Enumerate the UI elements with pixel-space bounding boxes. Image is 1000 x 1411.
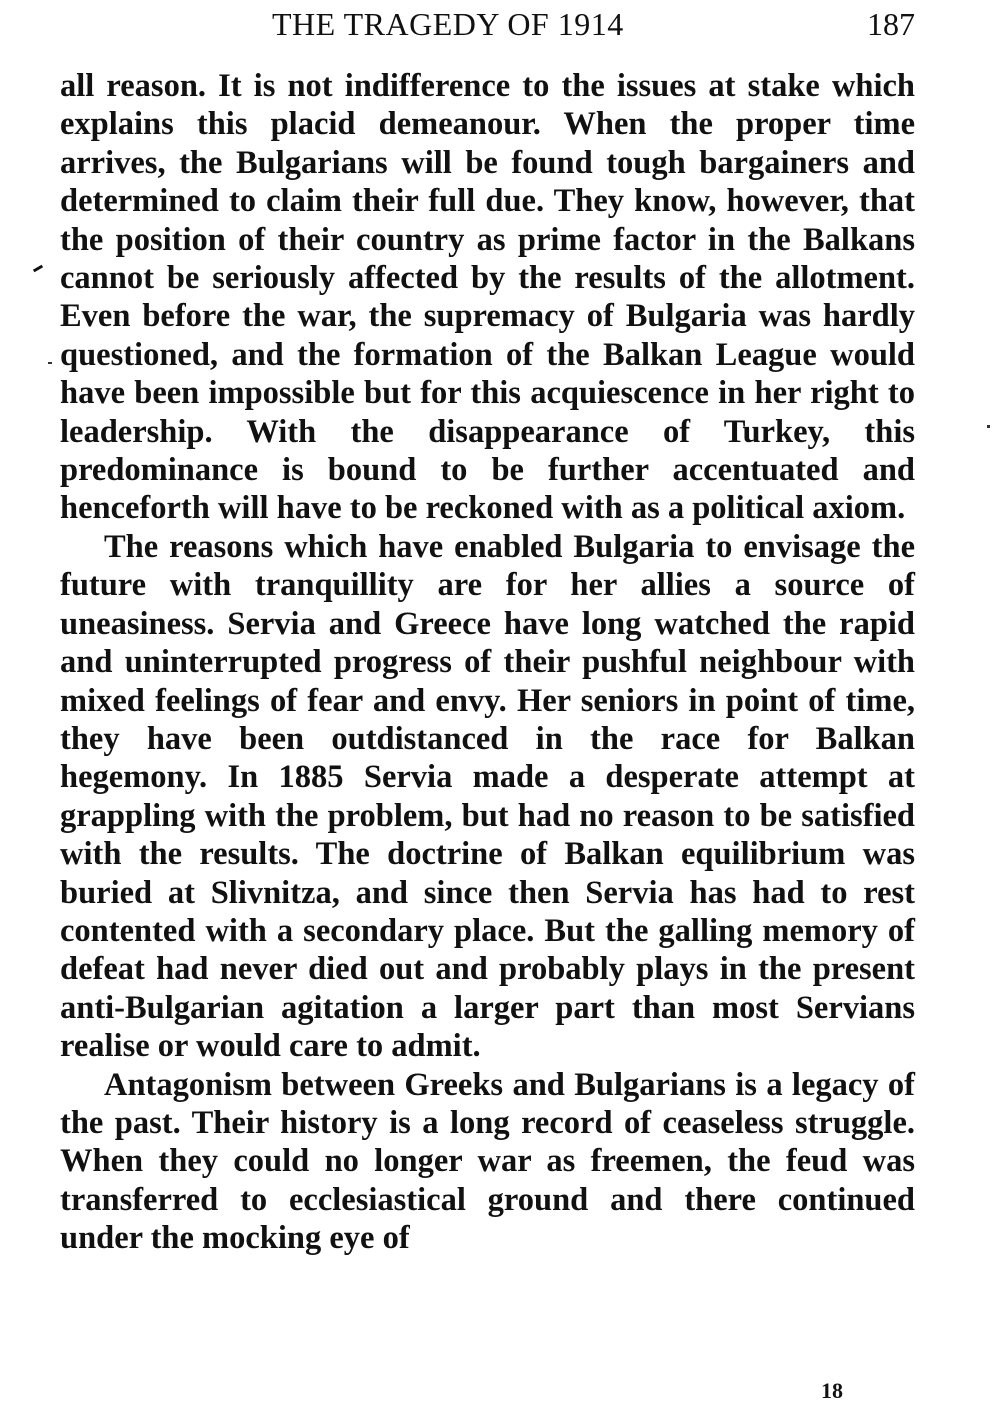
margin-mark	[33, 265, 43, 273]
margin-mark	[48, 362, 52, 364]
page-number: 187	[867, 6, 915, 42]
signature-mark: 18	[821, 1378, 843, 1403]
running-title: THE TRAGEDY OF 1914	[272, 6, 624, 42]
paragraph-antagonism: Antagonism between Greeks and Bulgarians is a legacy of the past. Their history is a long record of ceaseless struggle. When they could no longer war as freemen, the feud was transferred to ecclesiastical ground and there continued under the mocking eye of	[60, 1066, 915, 1257]
paragraph-servia-greece: The reasons which have enabled Bulgaria to envisage the future with tranquillity are for her allies a source of uneasiness. Servia and Greece have long watched the rapid and uninterrupted progress of their pushful neighbour with mixed feelings of fear and envy. Her seniors in point of time, they have been outdistanced in the race for Balkan hegemony. In 1885 Servia made a desperate attempt at grappling with the problem, but had no reason to be satisfied with the results. The doctrine of Balkan equilibrium was buried at Slivnitza, and since then Servia has had to rest contented with a secondary place. But the galling memory of defeat had never died out and probably plays in the present anti-Bulgarian agitation a larger part than most Servians realise or would care to admit.	[60, 528, 915, 1065]
running-head	[60, 4, 915, 44]
book-page	[60, 0, 915, 1411]
paragraph-continued: all reason. It is not indifference to the issues at stake which explains this placid demeanour. When the proper time arrives, the Bulgarians will be found tough bargainers and determined to claim their full due. They know, however, that the position of their country as prime factor in the Balkans cannot be seriously affected by the results of the allotment. Even before the war, the supremacy of Bulgaria was hardly questioned, and the formation of the Balkan League would have been impossible but for this acquiescence in her right to leadership. With the disappearance of Turkey, this predominance is bound to be further accentuated and henceforth will have to be reckoned with as a political axiom.	[60, 68, 915, 527]
body-text	[60, 67, 915, 1258]
margin-mark	[987, 425, 990, 428]
